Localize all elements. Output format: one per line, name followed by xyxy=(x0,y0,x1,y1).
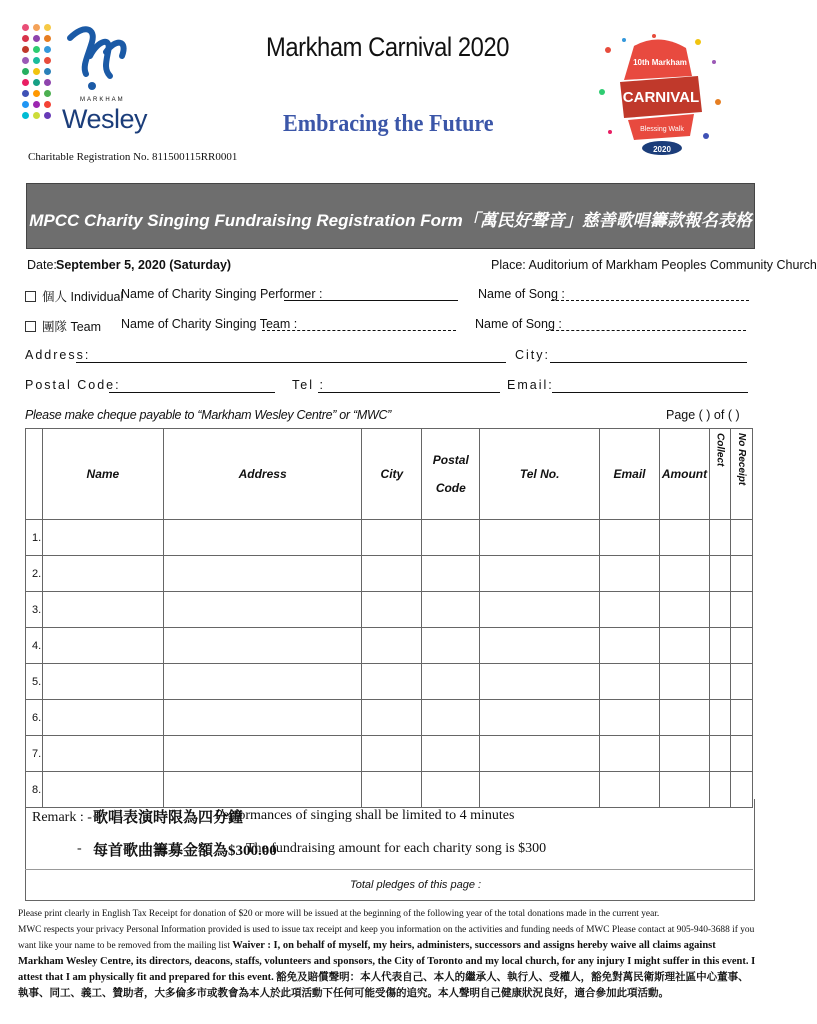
email-cell[interactable] xyxy=(600,700,660,736)
amount-cell[interactable] xyxy=(659,592,709,628)
form-title-banner xyxy=(26,183,755,249)
no-receipt-cell[interactable] xyxy=(730,664,752,700)
header-amount: Amount xyxy=(659,429,709,520)
postal-code-cell[interactable] xyxy=(422,592,480,628)
city-cell[interactable] xyxy=(362,628,422,664)
remark2-chinese: 每首歌曲籌募金額為$300.00 xyxy=(93,843,277,859)
amount-cell[interactable] xyxy=(659,628,709,664)
badge-year: 2020 xyxy=(653,145,671,154)
name-cell[interactable] xyxy=(42,736,163,772)
song-field-1[interactable] xyxy=(551,300,749,301)
city-cell[interactable] xyxy=(362,736,422,772)
row-number[interactable]: 2. xyxy=(26,556,43,592)
email-cell[interactable] xyxy=(600,664,660,700)
logo-text: Wesley xyxy=(62,104,148,134)
no-receipt-cell[interactable] xyxy=(730,556,752,592)
individual-option[interactable] xyxy=(25,287,123,305)
badge-line1: 10th Markham xyxy=(633,58,687,67)
row-number[interactable]: 6. xyxy=(26,700,43,736)
header-postal-code xyxy=(422,429,480,520)
no-receipt-cell[interactable] xyxy=(730,592,752,628)
row-number[interactable]: 1. xyxy=(26,520,43,556)
address-cell[interactable] xyxy=(163,736,362,772)
event-place: Place: Auditorium of Markham Peoples Community Church xyxy=(491,258,817,272)
cheque-note: Please make cheque payable to “Markham Wesley Centre” or “MWC” xyxy=(25,408,392,422)
wesley-logo-mark xyxy=(62,22,132,94)
table-row xyxy=(26,628,753,664)
logo-text-small: MARKHAM xyxy=(80,97,125,103)
date-label: Date: xyxy=(27,258,57,272)
tel-label: Tel : xyxy=(292,378,325,392)
logo-dots xyxy=(22,24,62,134)
city-label: City: xyxy=(515,348,550,362)
city-cell[interactable] xyxy=(362,556,422,592)
collect-cell[interactable] xyxy=(709,664,730,700)
row-number[interactable]: 4. xyxy=(26,628,43,664)
collect-cell[interactable] xyxy=(709,700,730,736)
collect-cell[interactable] xyxy=(709,592,730,628)
name-cell[interactable] xyxy=(42,664,163,700)
name-cell[interactable] xyxy=(42,520,163,556)
tel-cell[interactable] xyxy=(480,556,600,592)
row-number[interactable]: 8. xyxy=(26,772,43,808)
remark1-chinese: 歌唱表演時限為四分鐘 xyxy=(93,810,244,826)
song-field-2[interactable] xyxy=(546,330,746,331)
badge-line2: CARNIVAL xyxy=(622,89,700,106)
team-option[interactable] xyxy=(25,317,101,335)
postal-code-cell[interactable] xyxy=(422,736,480,772)
table-row xyxy=(26,592,753,628)
table-row xyxy=(26,520,753,556)
performer-label: Name of Charity Singing Performer : xyxy=(121,287,323,301)
email-cell[interactable] xyxy=(600,736,660,772)
footer-line1: Please print clearly in English Tax Receipt for donation of $20 or more will be issued at the beginning of the following year of the total donations made in the current year. xyxy=(18,909,660,919)
postal-code-cell[interactable] xyxy=(422,520,480,556)
song-label-2: Name of Song : xyxy=(475,317,562,331)
address-cell[interactable] xyxy=(163,628,362,664)
total-separator xyxy=(25,869,753,870)
page-counter: Page ( ) of ( ) xyxy=(666,408,740,422)
individual-label: 個人 Individual xyxy=(42,290,124,304)
header-no-receipt-cell xyxy=(730,429,752,520)
remark2-dash: - xyxy=(77,841,82,856)
email-cell[interactable] xyxy=(600,628,660,664)
table-row xyxy=(26,736,753,772)
total-pledges-label: Total pledges of this page : xyxy=(350,879,482,891)
city-cell[interactable] xyxy=(362,664,422,700)
form-title: MPCC Charity Singing Fundraising Registration Form「萬民好聲音」慈善歌唱籌款報名表格 xyxy=(29,211,752,230)
tel-field[interactable] xyxy=(318,392,500,393)
table-row xyxy=(26,556,753,592)
no-receipt-cell[interactable] xyxy=(730,628,752,664)
amount-cell[interactable] xyxy=(659,700,709,736)
tel-cell[interactable] xyxy=(480,628,600,664)
city-field[interactable] xyxy=(550,362,747,363)
address-cell[interactable] xyxy=(163,592,362,628)
footer-notes xyxy=(18,906,756,1002)
header-tel: Tel No. xyxy=(480,429,600,520)
tel-cell[interactable] xyxy=(480,592,600,628)
row-number[interactable]: 3. xyxy=(26,592,43,628)
footer-line2: MWC respects your privacy Personal Information provided is used to issue tax receipt and keep you information on the activities and funding needs of MWC Please contact at 905-940-3688 if you want like your name to be removed from the mailing list xyxy=(18,925,755,951)
header-email: Email xyxy=(600,429,660,520)
postal-code-cell[interactable] xyxy=(422,700,480,736)
amount-cell[interactable] xyxy=(659,556,709,592)
header-postal-line1: Postal xyxy=(432,453,469,467)
amount-cell[interactable] xyxy=(659,664,709,700)
collect-cell[interactable] xyxy=(709,556,730,592)
header-name: Name xyxy=(42,429,163,520)
tel-cell[interactable] xyxy=(480,700,600,736)
name-cell[interactable] xyxy=(42,700,163,736)
name-cell[interactable] xyxy=(42,556,163,592)
header-no-receipt: No Receipt xyxy=(735,433,747,486)
header-postal-line2: Code xyxy=(435,481,466,495)
table-row xyxy=(26,664,753,700)
name-cell[interactable] xyxy=(42,592,163,628)
email-cell[interactable] xyxy=(600,520,660,556)
song-label-1: Name of Song : xyxy=(478,287,565,301)
remark1-english: Performances of singing shall be limited to 4 minutes xyxy=(215,808,515,823)
header-blank xyxy=(26,429,43,520)
collect-cell[interactable] xyxy=(709,736,730,772)
page-title: Markham Carnival 2020 xyxy=(266,32,509,62)
postal-code-cell[interactable] xyxy=(422,556,480,592)
address-field[interactable] xyxy=(76,362,506,363)
event-date: September 5, 2020 (Saturday) xyxy=(56,258,232,272)
team-name-field[interactable] xyxy=(262,330,456,331)
team-label: 團隊 Team xyxy=(42,320,102,334)
performer-field[interactable] xyxy=(284,300,458,301)
name-cell[interactable] xyxy=(42,628,163,664)
address-cell[interactable] xyxy=(163,700,362,736)
remark-label: Remark : - xyxy=(32,810,92,825)
postal-code-cell[interactable] xyxy=(422,628,480,664)
email-field[interactable] xyxy=(552,392,748,393)
footer-waiver: Waiver : I, on behalf of myself, my heirs, administers, successors and assigns hereby waive all claims against Markham Wesley Centre, its directors, deacons, staffs, volunteers and sponsors, the City of Toronto and my local church, for any injury I might suffer in this event. I attest that I am physically fit and prepared for this event. xyxy=(18,940,756,983)
no-receipt-cell[interactable] xyxy=(730,700,752,736)
postal-code-cell[interactable] xyxy=(422,664,480,700)
postal-field[interactable] xyxy=(109,392,275,393)
row-number[interactable]: 7. xyxy=(26,736,43,772)
address-cell[interactable] xyxy=(163,664,362,700)
tel-cell[interactable] xyxy=(480,664,600,700)
table-header-row xyxy=(26,429,753,520)
table-row xyxy=(26,700,753,736)
footer-waiver-chinese: 豁免及賠償聲明：本人代表自己、本人的繼承人、執行人、受權人，豁免對萬民衛斯理社區中心董事、執事、同工、義工、贊助者，大多倫多市或教會為本人於此項活動下任何可能受傷的追究。本人聲明自己健康狀況良好，適合參加此項活動。 xyxy=(18,972,749,999)
collect-cell[interactable] xyxy=(709,628,730,664)
address-label: Address: xyxy=(25,348,91,362)
collect-cell[interactable] xyxy=(709,520,730,556)
header-collect-cell xyxy=(709,429,730,520)
no-receipt-cell[interactable] xyxy=(730,736,752,772)
header-city: City xyxy=(362,429,422,520)
city-cell[interactable] xyxy=(362,520,422,556)
email-cell[interactable] xyxy=(600,556,660,592)
carnival-badge-image xyxy=(594,32,724,157)
header-collect: Collect xyxy=(714,433,726,467)
tel-cell[interactable] xyxy=(480,736,600,772)
no-receipt-cell[interactable] xyxy=(730,520,752,556)
donor-table xyxy=(25,428,753,808)
city-cell[interactable] xyxy=(362,700,422,736)
charity-registration: Charitable Registration No. 811500115RR0001 xyxy=(28,151,238,163)
postal-label: Postal Code: xyxy=(25,378,121,392)
header-address: Address xyxy=(163,429,362,520)
email-cell[interactable] xyxy=(600,592,660,628)
team-name-label: Name of Charity Singing Team : xyxy=(121,317,298,331)
page-subtitle: Embracing the Future xyxy=(283,111,494,137)
team-checkbox[interactable] xyxy=(25,321,36,332)
address-cell[interactable] xyxy=(163,520,362,556)
individual-checkbox[interactable] xyxy=(25,291,36,302)
amount-cell[interactable] xyxy=(659,736,709,772)
badge-line3: Blessing Walk xyxy=(640,126,684,133)
tel-cell[interactable] xyxy=(480,520,600,556)
amount-cell[interactable] xyxy=(659,520,709,556)
email-label: Email: xyxy=(507,378,554,392)
remark2-english: The fundraising amount for each charity song is $300 xyxy=(246,841,547,856)
city-cell[interactable] xyxy=(362,592,422,628)
row-number[interactable]: 5. xyxy=(26,664,43,700)
address-cell[interactable] xyxy=(163,556,362,592)
